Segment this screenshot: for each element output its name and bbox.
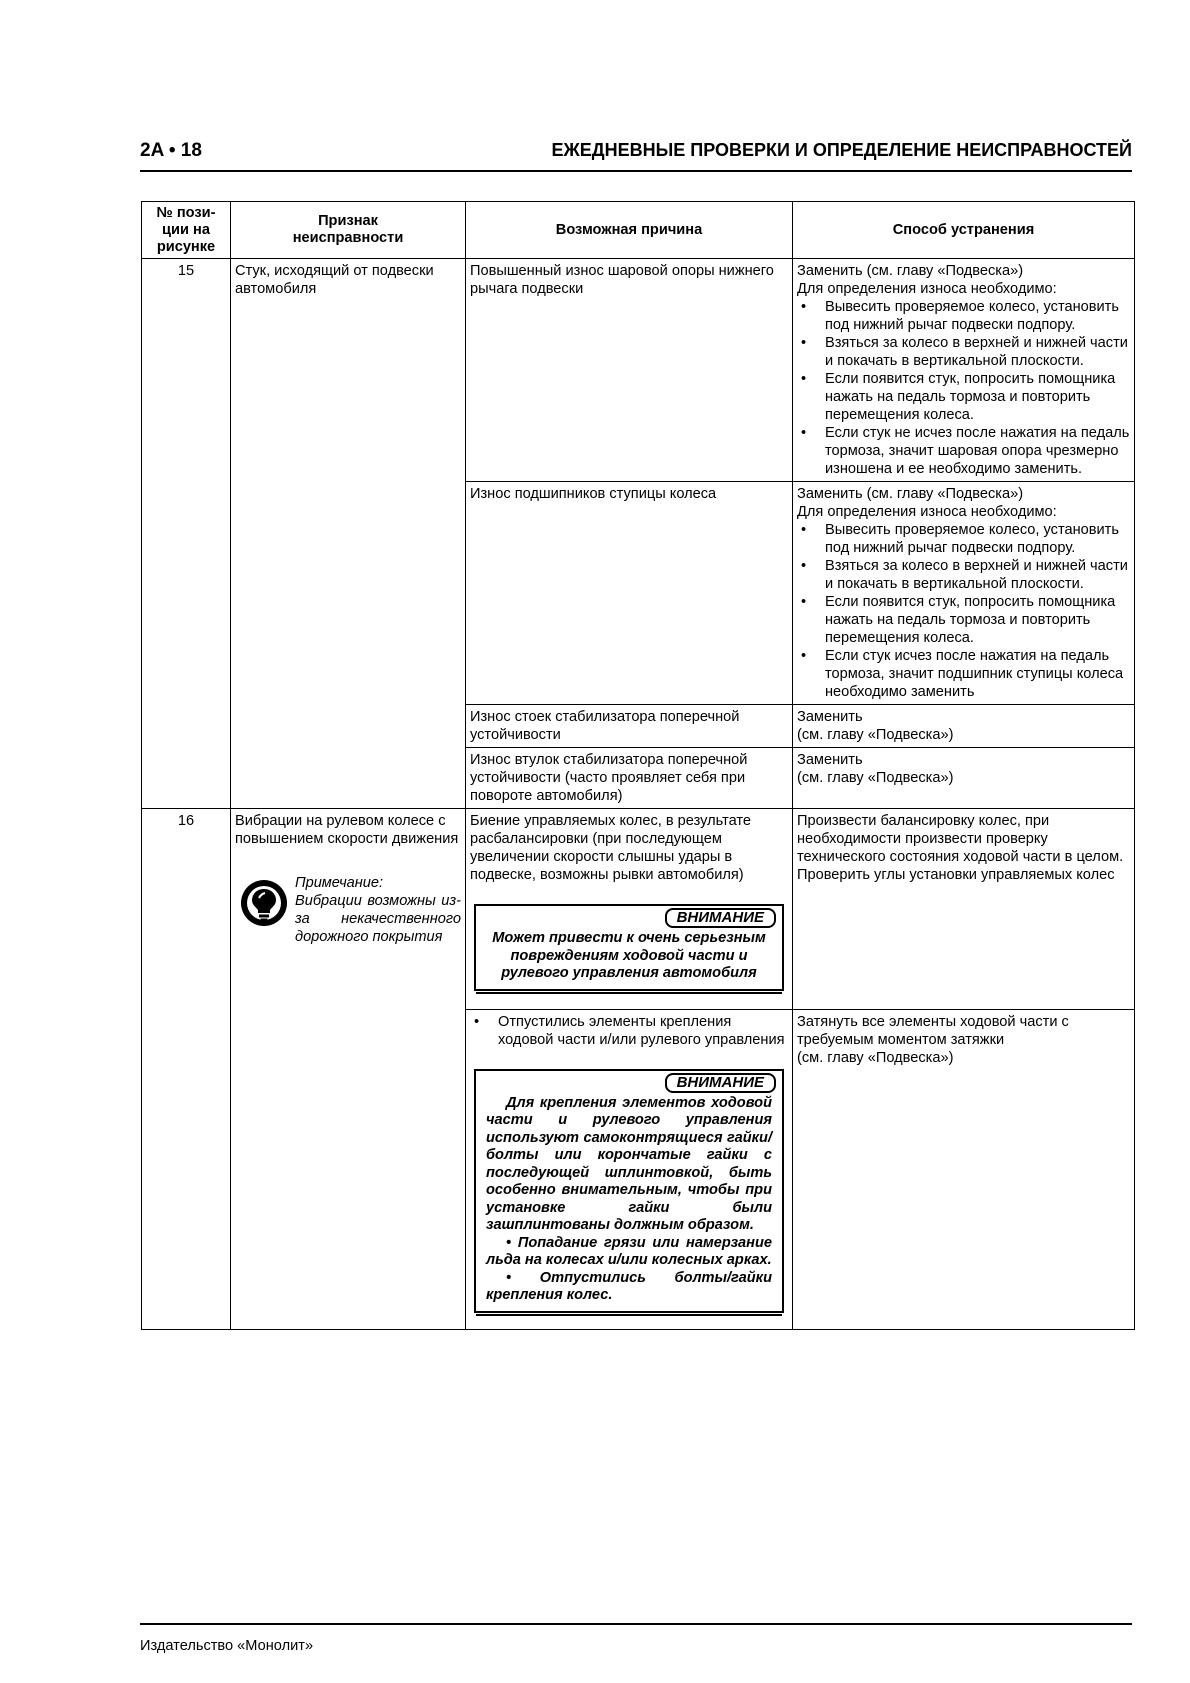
note-title: Примечание:	[295, 875, 384, 891]
page-header	[140, 140, 1132, 172]
header-remedy: Способ устранения	[793, 202, 1135, 259]
cause-bullet: • Отпустились элементы крепления ходовой части и/или рулевого управления	[470, 1013, 788, 1049]
symptom-cell: Стук, исходящий от подвески автомобиля	[231, 259, 466, 809]
table-header-row	[142, 202, 1135, 259]
remedy-bullet: • Если появится стук, попросить помощника нажать на педаль тормоза и повторить перемещения колеса.	[797, 370, 1130, 424]
header-symptom: Признак неисправности	[231, 202, 466, 259]
remedy-bullet: • Взяться за колесо в верхней и нижней части и покачать в вертикальной плоскости.	[797, 557, 1130, 593]
warning-bullet: • Отпустились болты/гайки крепления колес.	[486, 1269, 772, 1303]
publisher-footer: Издательство «Монолит»	[140, 1638, 314, 1654]
warning-paragraph: Для крепления элементов ходовой части и рулевого управления используют самоконтрящиеся гайки/болты или корончатые гайки с последующей шплинтовкой, быть особенно внимательным, чтобы при установке гайки были зашплинтованы должным образом.	[486, 1094, 772, 1233]
remedy-cell: Заменить (см. главу «Подвеска»)	[793, 705, 1135, 748]
warning-box	[474, 1069, 784, 1313]
lightbulb-icon	[239, 878, 289, 928]
warning-label: ВНИМАНИЕ	[665, 908, 776, 928]
cause-cell	[466, 809, 793, 1010]
cause-cell: Износ подшипников ступицы колеса	[466, 482, 793, 705]
table-row	[142, 259, 1135, 482]
note-block	[235, 874, 461, 946]
header-cause: Возможная причина	[466, 202, 793, 259]
remedy-bullet: • Если появится стук, попросить помощника нажать на педаль тормоза и повторить перемещения колеса.	[797, 593, 1130, 647]
warning-box	[474, 904, 784, 991]
remedy-cell	[793, 482, 1135, 705]
running-title: ЕЖЕДНЕВНЫЕ ПРОВЕРКИ И ОПРЕДЕЛЕНИЕ НЕИСПРАВНОСТЕЙ	[551, 140, 1132, 160]
warning-label: ВНИМАНИЕ	[665, 1073, 776, 1093]
diagnostics-table	[141, 201, 1135, 1330]
cause-cell: Повышенный износ шаровой опоры нижнего рычага подвески	[466, 259, 793, 482]
remedy-cell: Произвести балансировку колес, при необходимости произвести проверку технического состояния ходовой части в целом. Проверить углы установки управляемых колес	[793, 809, 1135, 1010]
header-position: № пози- ции на рисунке	[142, 202, 231, 259]
remedy-bullet: • Если стук не исчез после нажатия на педаль тормоза, значит шаровая опора чрезмерно изношена и ее необходимо заменить.	[797, 424, 1130, 478]
remedy-cell	[793, 259, 1135, 482]
warning-text	[486, 1095, 772, 1305]
cause-cell: Износ втулок стабилизатора поперечной устойчивости (часто проявляет себя при повороте автомобиля)	[466, 748, 793, 809]
cause-cell	[466, 1009, 793, 1329]
remedy-bullet: • Вывесить проверяемое колесо, установить под нижний рычаг подвески подпору.	[797, 521, 1130, 557]
table-row	[142, 809, 1135, 1010]
cause-text: Биение управляемых колес, в результате расбалансировки (при последующем увеличении скорости слышны удары в подвеске, возможны рывки автомобиля)	[470, 813, 752, 883]
remedy-intro: Заменить (см. главу «Подвеска») Для определения износа необходимо:	[797, 486, 1057, 520]
remedy-bullet: • Взяться за колесо в верхней и нижней части и покачать в вертикальной плоскости.	[797, 334, 1130, 370]
footer-rule	[140, 1623, 1132, 1625]
symptom-text: Вибрации на рулевом колесе с повышением скорости движения	[235, 813, 459, 847]
page-number: 2A • 18	[140, 140, 202, 161]
position-cell: 15	[142, 259, 231, 809]
remedy-bullet: • Вывесить проверяемое колесо, установить под нижний рычаг подвески подпору.	[797, 298, 1130, 334]
symptom-cell	[231, 809, 466, 1330]
position-cell: 16	[142, 809, 231, 1330]
warning-text: Может привести к очень серьезным повреждениям ходовой части и рулевого управления автомобиля	[492, 930, 766, 981]
remedy-intro: Заменить (см. главу «Подвеска») Для определения износа необходимо:	[797, 263, 1057, 297]
remedy-cell: Заменить (см. главу «Подвеска»)	[793, 748, 1135, 809]
cause-cell: Износ стоек стабилизатора поперечной устойчивости	[466, 705, 793, 748]
remedy-cell: Затянуть все элементы ходовой части с требуемым моментом затяжки (см. главу «Подвеска»)	[793, 1009, 1135, 1329]
note-text	[295, 874, 461, 946]
note-body: Вибрации возможны из-за некачественного дорожного покрытия	[295, 893, 461, 945]
remedy-bullet: • Если стук исчез после нажатия на педаль тормоза, значит подшипник ступицы колеса необходимо заменить	[797, 647, 1130, 701]
warning-bullet: • Попадание грязи или намерзание льда на колесах и/или колесных арках.	[486, 1234, 772, 1268]
